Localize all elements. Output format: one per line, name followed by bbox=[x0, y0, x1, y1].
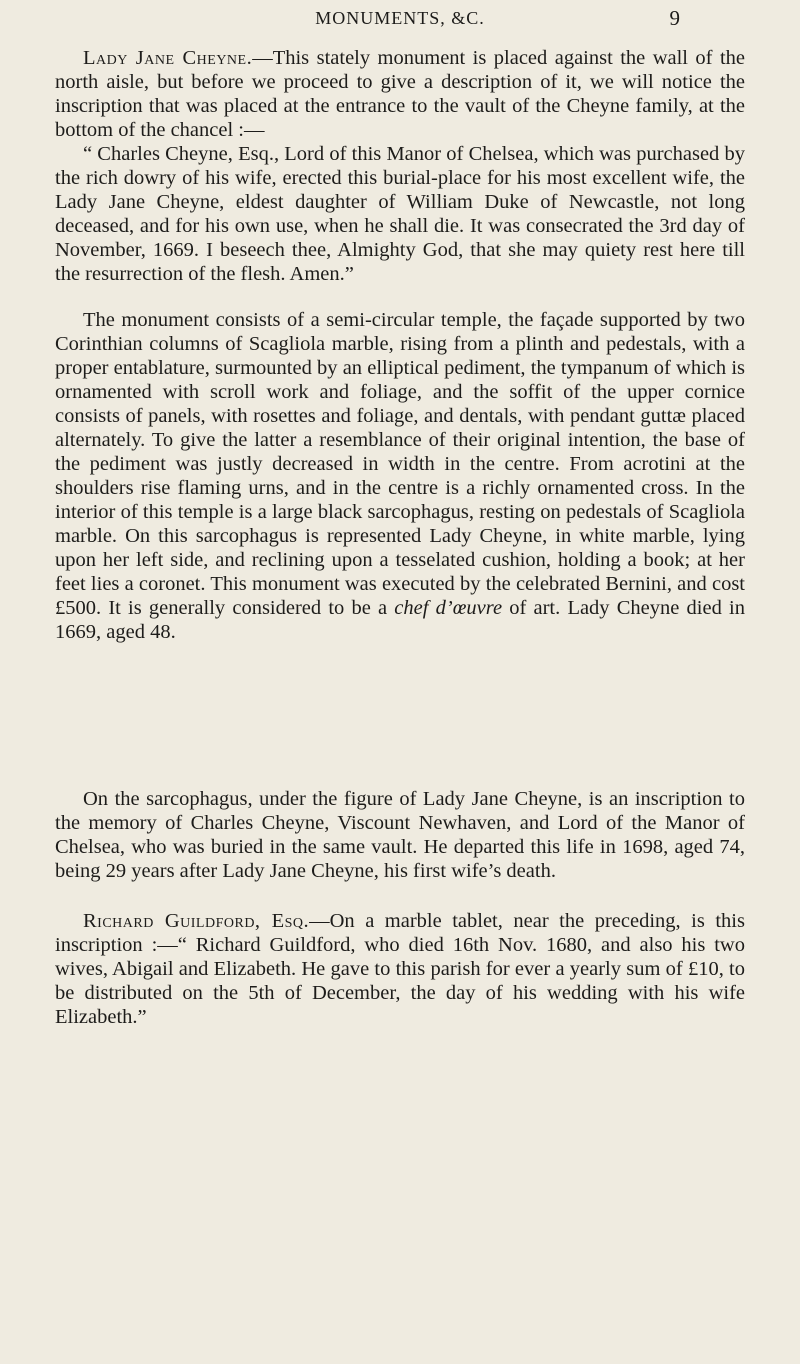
guildford-heading: Richard Guildford, Esq. bbox=[83, 910, 310, 932]
guildford-yearly-sum: £10, bbox=[687, 958, 724, 980]
guildford-text-end: to be distributed on the 5th of December, the day of his wedding with his wife Elizabeth.” bbox=[55, 958, 745, 1028]
lady-jane-heading: Lady Jane Cheyne. bbox=[83, 47, 253, 69]
lady-jane-intro-paragraph bbox=[55, 46, 745, 142]
richard-guildford-section bbox=[55, 909, 745, 1029]
monument-price: £500. bbox=[55, 597, 102, 619]
guildford-paragraph bbox=[55, 909, 745, 1029]
vault-inscription-quote: “ Charles Cheyne, Esq., Lord of this Manor of Chelsea, which was purchased by the rich dowry of his wife, erected this burial-place for his most excellent wife, the Lady Jane Cheyne, eldest daughter of William Duke of Newcastle, not long deceased, and for his own use, when he shall die. It was consecrated the 3rd day of November, 1669. I beseech thee, Almighty God, that she may quiety rest here till the resurrection of the flesh. Amen.” bbox=[55, 143, 745, 285]
running-head bbox=[0, 4, 800, 34]
page-number: 9 bbox=[669, 6, 680, 30]
sarcophagus-inscription-section bbox=[55, 787, 745, 883]
monument-description-section bbox=[55, 308, 745, 644]
sarcophagus-paragraph: On the sarcophagus, under the figure of Lady Jane Cheyne, is an inscription to the memory of Charles Cheyne, Viscount Newhaven, and Lord of the Manor of Chelsea, who was buried in the same vault. He departed this life in 1698, aged 74, being 29 years after Lady Jane Cheyne, his first wife’s death. bbox=[55, 788, 745, 882]
monument-text-mid: It is generally considered to be a bbox=[101, 597, 395, 619]
monument-text: The monument consists of a semi-circular temple, the façade supported by two Corinthian columns of Scagliola marble, rising from a plinth and pedestals, with a proper entablature, surmounted by an elliptical pediment, the tympanum of which is ornamented with scroll work and foliage, and the soffit of the upper cornice consists of panels, with rosettes and foliage, and dentals, with pendant guttæ placed alternately. To give the latter a resemblance of their original intention, the base of the pediment was justly decreased in width in the centre. From acrotini at the shoulders rise flaming urns, and in the centre is a richly ornamented cross. In the interior of this temple is a large black sarcophagus, resting on pedestals of Scagliola marble. On this sarcophagus is represented Lady Cheyne, in white marble, lying upon her left side, and reclining upon a tesselated cushion, holding a book; at her feet lies a coronet. This monument was executed by the celebrated Bernini, and cost bbox=[55, 309, 745, 595]
chef-doeuvre-phrase: chef d’œuvre bbox=[394, 597, 503, 619]
lady-jane-intro-text: —This stately monument is placed against the wall of the north aisle, but before we proceed to give a description of it, we will notice the inscription that was placed at the entrance to the vault of the Cheyne family, at the bottom of the chancel :— bbox=[55, 47, 745, 141]
monument-text-end: of art. Lady Cheyne died in 1669, aged 48. bbox=[55, 597, 745, 643]
running-title: MONUMENTS, &C. bbox=[315, 8, 485, 28]
lady-jane-cheyne-section bbox=[55, 46, 745, 286]
monument-description-paragraph bbox=[55, 308, 745, 644]
guildford-text: —On a marble tablet, near the preceding, is this inscription :—“ Richard Guildford, who died 16th Nov. 1680, and also his two wives, Abigail and Elizabeth. He gave to this parish for ever a yearly sum of bbox=[55, 910, 745, 980]
